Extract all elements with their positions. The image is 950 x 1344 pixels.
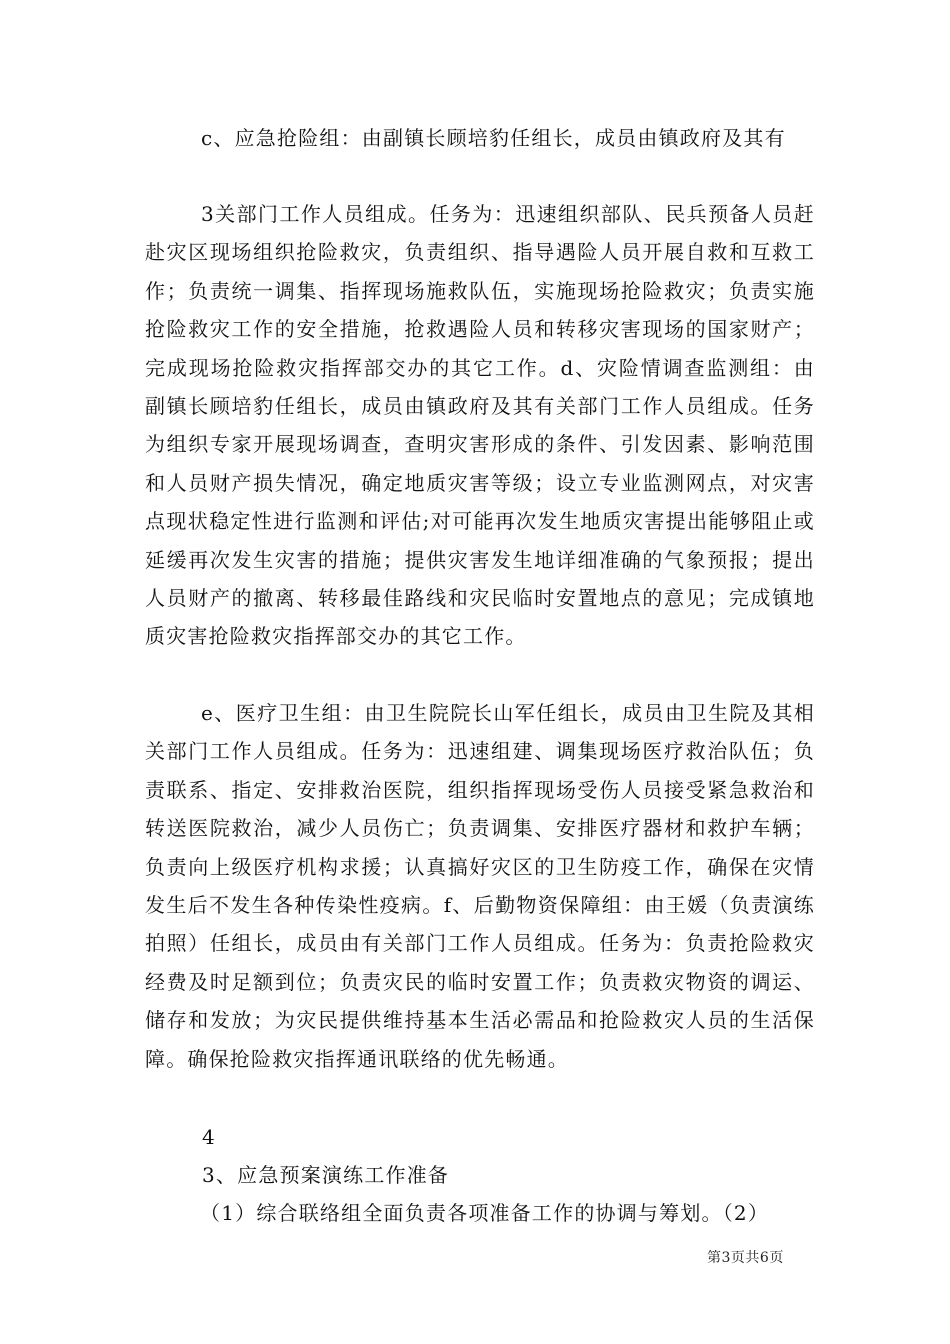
section-heading-drill-preparation: 3、应急预案演练工作准备 [202,1163,450,1187]
paragraph-medical-and-logistics-groups: e、医疗卫生组：由卫生院院长山军任组长，成员由卫生院及其相关部门工作人员组成。任务为：迅速组建、调集现场医疗救治队伍；负责联系、指定、安排救治医院，组织指挥现场受伤人员接受紧急救治和转送医院救治，减少人员伤亡；负责调集、安排医疗器材和救护车辆；负责向上级医疗机构求援；认真搞好灾区的卫生防疫工作，确保在灾情发生后不发生各种传染性疫病。f、后勤物资保障组：由王媛（负责演练拍照）任组长，成员由有关部门工作人员组成。任务为：负责抢险救灾经费及时足额到位；负责灾民的临时安置工作；负责救灾物资的调运、储存和发放；为灾民提供维持基本生活必需品和抢险救灾人员的生活保障。确保抢险救灾指挥通讯联络的优先畅通。 [145,701,815,1071]
paragraph-preparation-items: （1）综合联络组全面负责各项准备工作的协调与筹划。（2） [200,1201,770,1225]
page-footer-indicator: 第3页共6页 [707,1250,784,1266]
paragraph-rescue-tasks-and-monitoring-group: 3关部门工作人员组成。任务为：迅速组织部队、民兵预备人员赶赴灾区现场组织抢险救灾，负责组织、指导遇险人员开展自救和互救工作；负责统一调集、指挥现场施救队伍，实施现场抢险救灾；负责实施抢险救灾工作的安全措施，抢救遇险人员和转移灾害现场的国家财产；完成现场抢险救灾指挥部交办的其它工作。d、灾险情调查监测组：由副镇长顾培豹任组长，成员由镇政府及其有关部门工作人员组成。任务为组织专家开展现场调查，查明灾害形成的条件、引发因素、影响范围和人员财产损失情况，确定地质灾害等级；设立专业监测网点，对灾害点现状稳定性进行监测和评估;对可能再次发生地质灾害提出能够阻止或延缓再次发生灾害的措施；提供灾害发生地详细准确的气象预报；提出人员财产的撤离、转移最佳路线和灾民临时安置地点的意见；完成镇地质灾害抢险救灾指挥部交办的其它工作。 [145,202,815,649]
page-number-marker: 4 [202,1125,216,1149]
paragraph-emergency-rescue-group: c、应急抢险组：由副镇长顾培豹任组长，成员由镇政府及其有 [201,126,786,150]
